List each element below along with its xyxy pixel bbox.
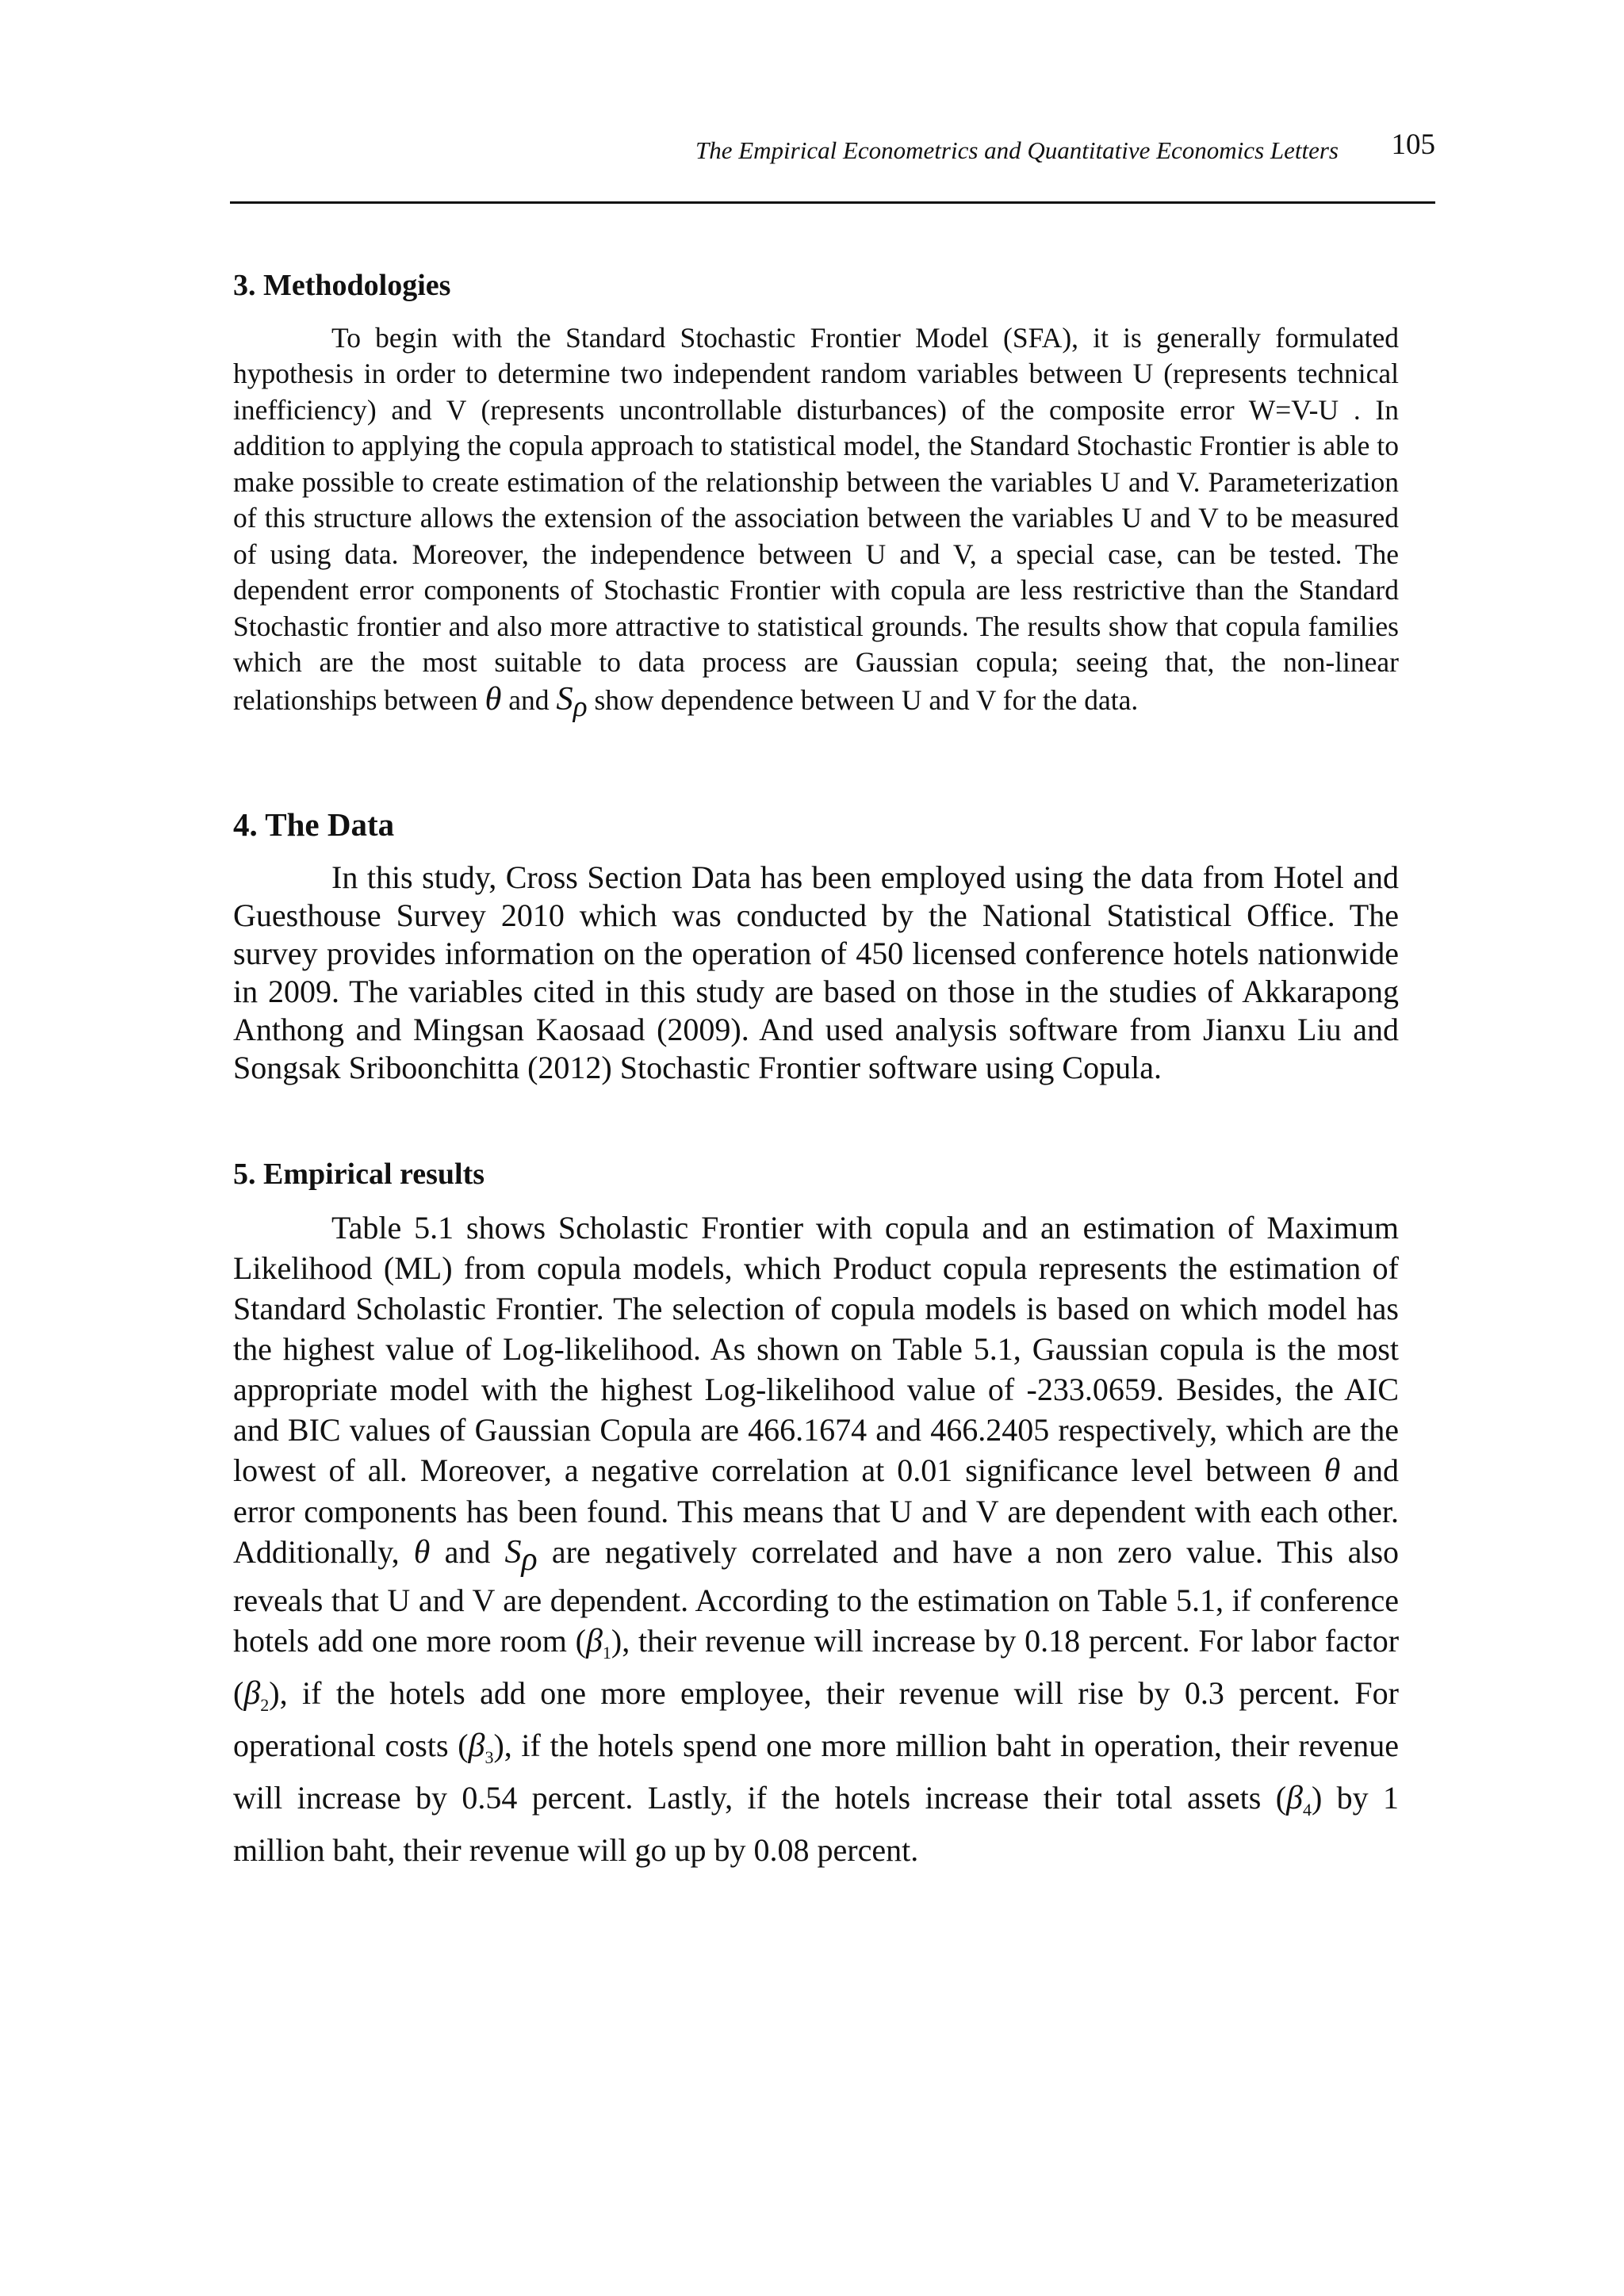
beta-subscript-3: 3 [485, 1747, 494, 1768]
section-5-text-2: and error components has been found. This means that U and V are dependent with each other. Additionally, [233, 1452, 1400, 1571]
section-5-text-7: ), if the hotels spend one more million baht in operation, their revenue will increase by 0.54 percent. Lastly, if the hotels increase their total assets ( [233, 1728, 1399, 1816]
running-title: The Empirical Econometrics and Quantitative Economics Letters [695, 136, 1339, 164]
beta-symbol: β [585, 1623, 603, 1660]
theta-symbol: θ [1323, 1452, 1341, 1490]
theta-symbol: θ [413, 1534, 431, 1571]
section-5-paragraph [233, 1207, 1399, 1870]
section-4-heading: 4. The Data [233, 806, 395, 844]
rho-subscript: ρ [521, 1541, 538, 1578]
section-5-text-1: Table 5.1 shows Scholastic Frontier with copula and an estimation of Maximum Likelihood (ML) from copula models, which Product copula represents the estimation of Standard Scholastic Frontier. The selection of copula models is based on which model has the highest value of Log-likelihood. As shown on Table 5.1, Gaussian copula is the most appropriate model with the highest Log-likelihood value of -233.0659. Besides, the AIC and BIC values of Gaussian Copula are 466.1674 and 466.2405 respectively, which are the lowest of all. Moreover, a negative correlation at 0.01 significance level between [233, 1210, 1399, 1489]
section-3-heading: 3. Methodologies [233, 269, 451, 302]
beta-symbol: β [243, 1675, 261, 1712]
section-5-text-4: are negatively correlated and have a non zero value. This also reveals that U and V are dependent. According to the estimation on Table 5.1, if conference hotels add one more room ( [233, 1534, 1400, 1659]
section-5-text-6: ), if the hotels add one more employee, their revenue will rise by 0.3 percent. For operational costs ( [233, 1675, 1399, 1764]
section-5-text-8: ) by 1 million baht, their revenue will go up by 0.08 percent. [233, 1780, 1399, 1869]
section-3-text: To begin with the Standard Stochastic Frontier Model (SFA), it is generally formulated hypothesis in order to determine two independent random variables between U (represents technical inefficiency) and V (represents uncontrollable disturbances) of the composite error W=V-U . In addition to applying the copula approach to statistical model, the Standard Stochastic Frontier is able to make possible to create estimation of the relationship between the variables U and V. Parameterization of this structure allows the extension of the association between the variables U and V to be measured of using data. Moreover, the independence between U and V, a special case, can be tested. The dependent error components of Stochastic Frontier with copula are less restrictive than the Standard Stochastic frontier and also more attractive to statistical grounds. The results show that copula families which are the most suitable to data process are Gaussian copula; seeing that, the non-linear relationships between [233, 321, 1399, 716]
beta-symbol: β [1286, 1780, 1303, 1817]
section-5-text-5: ), their revenue will increase by 0.18 percent. For labor factor ( [233, 1623, 1400, 1712]
page-content [233, 270, 1399, 1870]
rho-subscript: ρ [573, 690, 588, 723]
section-3-text-and: and [501, 683, 557, 716]
page-header [230, 128, 1435, 204]
theta-symbol: θ [485, 679, 502, 718]
section-3-text-end: show dependence between U and V for the data. [587, 683, 1139, 716]
section-5-text-3: and [430, 1534, 505, 1571]
s-symbol: S [504, 1534, 522, 1571]
beta-subscript-4: 4 [1302, 1800, 1312, 1820]
beta-symbol: β [468, 1728, 485, 1765]
s-symbol: S [556, 679, 573, 718]
section-4-paragraph: In this study, Cross Section Data has been employed using the data from Hotel and Guesthouse Survey 2010 which was conducted by the National Statistical Office. The survey provides information on the operation of 450 licensed conference hotels nationwide in 2009. The variables cited in this study are based on those in the studies of Akkarapong Anthong and Mingsan Kaosaad (2009). And used analysis software from Jianxu Liu and Songsak Sriboonchitta (2012) Stochastic Frontier software using Copula. [233, 859, 1399, 1086]
section-5-heading: 5. Empirical results [233, 1158, 485, 1192]
beta-subscript-1: 1 [602, 1643, 611, 1663]
beta-subscript-2: 2 [260, 1695, 270, 1716]
section-3-paragraph [233, 320, 1399, 725]
page-number: 105 [1391, 128, 1435, 161]
